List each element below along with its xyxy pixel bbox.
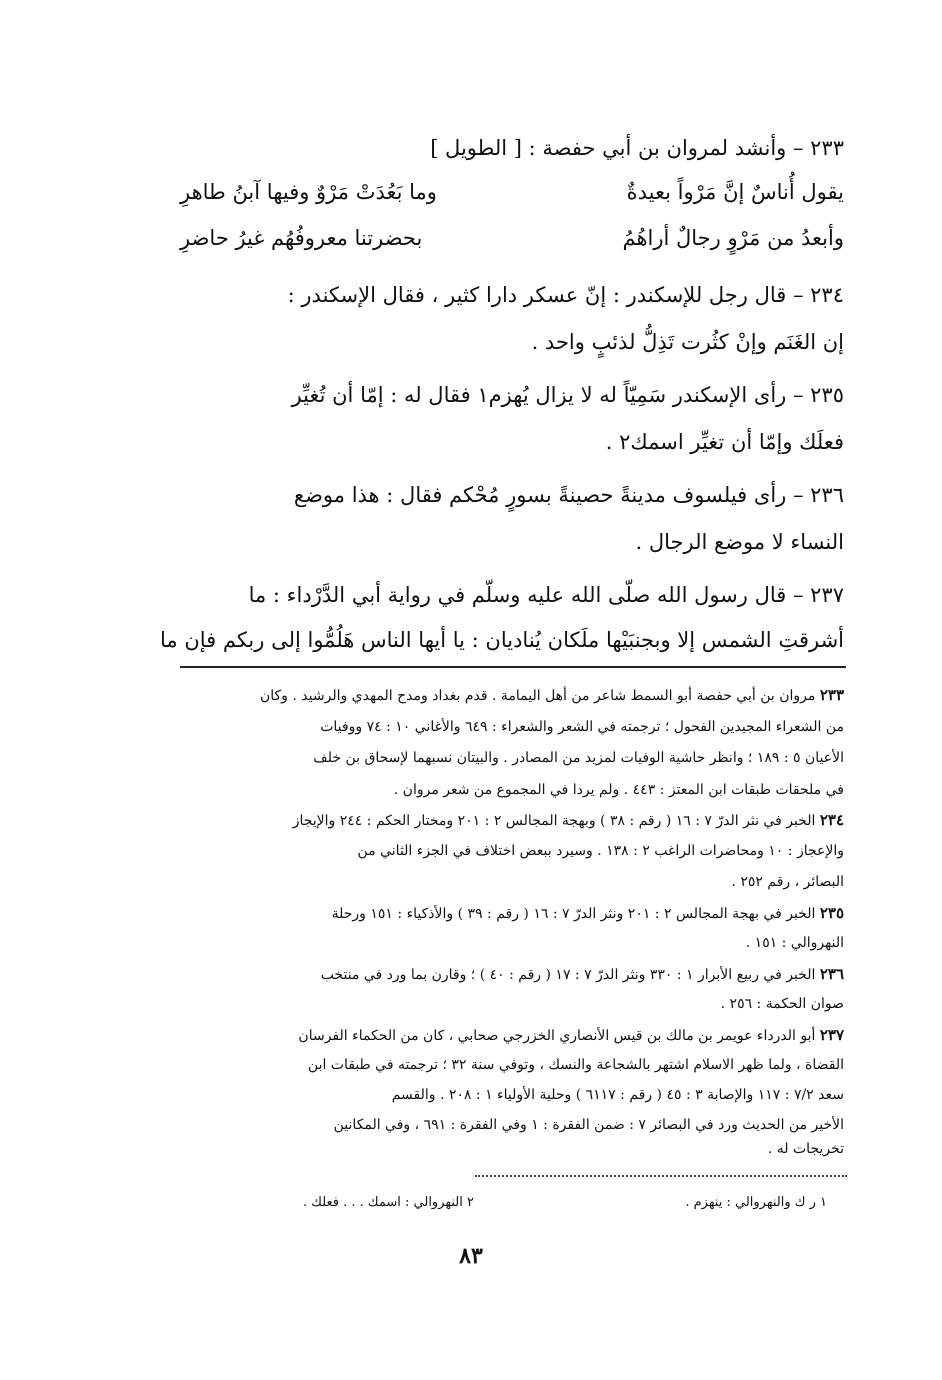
note-237-line-5: تخريجات له .	[767, 1141, 844, 1157]
entry-236-line-2: النساء لا موضع الرجال .	[635, 530, 844, 554]
entry-234-line-2: إن الغَنَم وإنْ كثُرت تَذِلُّ لذئبٍ واحد .	[531, 330, 844, 354]
note-233-line-1: ٢٣٣ مروان بن أبي حفصة أبو السمط شاعر من أهل اليمامة . قدم بغداد ومدح المهدي والرشيد . وكان	[259, 686, 844, 704]
note-237-number: ٢٣٧	[819, 1026, 844, 1044]
entry-237-line-2: أشرقتِ الشمس إلا وبجنبَيْها ملَكان يُناديان : يا أيها الناس هَلُمُّوا إلى ربكم فإن ما	[160, 628, 844, 652]
note-234-line-3: البصائر ، رقم ٢٥٢ .	[731, 874, 844, 890]
verse-1-second-hemistich: وما بَعُدَتْ مَرْوٌ وفيها آبنُ طاهرِ	[180, 180, 437, 204]
note-235-number: ٢٣٥	[819, 904, 844, 922]
note-237-line-1: ٢٣٧ أبو الدرداء عويمر بن مالك بن قيس الأنصاري الخزرجي صحابي ، كان من الحكماء الفرسان	[298, 1026, 844, 1044]
note-236-number: ٢٣٦	[819, 965, 844, 983]
note-234-line-2: والإعجاز : ١٠ ومحاضرات الراغب ٢ : ١٣٨ . وسيرد ببعض اختلاف في الجزء الثاني من	[357, 843, 844, 859]
note-235-line-1: ٢٣٥ الخبر في بهجة المجالس ٢ : ٢٠١ ونثر الدرّ ٧ : ١٦ ( رقم : ٣٩ ) والأذكياء : ١٥١ ورحلة	[331, 904, 844, 922]
page-number: ٨٣	[459, 1243, 483, 1269]
footnote-1: ١ ر ك والنهروالي : ينهزم .	[685, 1195, 827, 1210]
note-236-line-2: صوان الحكمة : ٢٥٦ .	[720, 996, 844, 1012]
note-237-line-2: القضاة ، ولما ظهر الاسلام اشتهر بالشجاعة والنسك ، وتوفي سنة ٣٢ ؛ ترجمته في طبقات ابن	[307, 1057, 844, 1073]
verse-2-first-hemistich: وأبعدُ من مَرْوٍ رجالٌ أراهُمُ	[622, 226, 844, 250]
note-234-number: ٢٣٤	[819, 811, 844, 829]
notes-divider	[180, 666, 846, 668]
note-234-line-1: ٢٣٤ الخبر في نثر الدرّ ٧ : ١٦ ( رقم : ٣٨ ) وبهجة المجالس ٢ : ٢٠١ ومختار الحكم : ٢٤٤ والإيجاز	[292, 811, 844, 829]
verse-1-first-hemistich: يقول أُناسٌ إنَّ مَرْواً بعيدةٌ	[626, 180, 844, 204]
note-233-line-4: في ملحقات طبقات ابن المعتز : ٤٤٣ . ولم يردا في المجموع من شعر مروان .	[393, 782, 844, 798]
note-233-line-2: من الشعراء المجيدين الفحول ؛ ترجمته في الشعر والشعراء : ٦٤٩ والأغاني ١٠ : ٧٤ ووفيات	[320, 719, 844, 735]
note-237-line-4: الأخير من الحديث ورد في البصائر ٧ : ضمن الفقرة : ١ وفي الفقرة : ٦٩١ ، وفي المكانين	[333, 1117, 844, 1133]
footnote-divider	[475, 1175, 847, 1177]
entry-236-line-1: ٢٣٦ – رأى فيلسوف مدينةً حصينةً بسورٍ مُحْكم فقال : هذا موضع	[293, 483, 844, 507]
entry-234-line-1: ٢٣٤ – قال رجل للإسكندر : إنّ عسكر دارا كثير ، فقال الإسكندر :	[287, 283, 844, 307]
footnote-2: ٢ النهروالي : اسمك . . . فعلك .	[302, 1195, 474, 1210]
note-236-line-1: ٢٣٦ الخبر في ربيع الأبرار ١ : ٣٣٠ ونثر الدرّ ٧ : ١٧ ( رقم : ٤٠ ) ؛ وقارن بما ورد في منتخب	[320, 965, 844, 983]
note-235-line-2: النهروالي : ١٥١ .	[745, 935, 844, 951]
entry-233-heading: ٢٣٣ – وأنشد لمروان بن أبي حفصة : [ الطويل ]	[430, 136, 844, 160]
note-233-number: ٢٣٣	[819, 686, 844, 704]
note-233-line-3: الأعيان ٥ : ١٨٩ ؛ وانظر حاشية الوفيات لمزيد من المصادر . والبيتان نسبهما لإسحاق بن خلف	[313, 750, 844, 766]
verse-2-second-hemistich: بحضرتنا معروفُهُم غيرُ حاضرِ	[180, 226, 423, 250]
entry-235-line-1: ٢٣٥ – رأى الإسكندر سَمِيّاً له لا يزال يُهزم١ فقال له : إمّا أن تُغيِّر	[291, 383, 844, 407]
note-237-line-3: سعد ٧/٢ : ١١٧ والإصابة ٣ : ٤٥ ( رقم : ٦١١٧ ) وحلية الأولياء ١ : ٢٠٨ . والقسم	[391, 1087, 844, 1103]
entry-235-line-2: فعلَك وإمّا أن تغيِّر اسمك٢ .	[605, 430, 844, 454]
entry-237-line-1: ٢٣٧ – قال رسول الله صلّى الله عليه وسلّم في رواية أبي الدَّرْداء : ما	[248, 583, 844, 607]
